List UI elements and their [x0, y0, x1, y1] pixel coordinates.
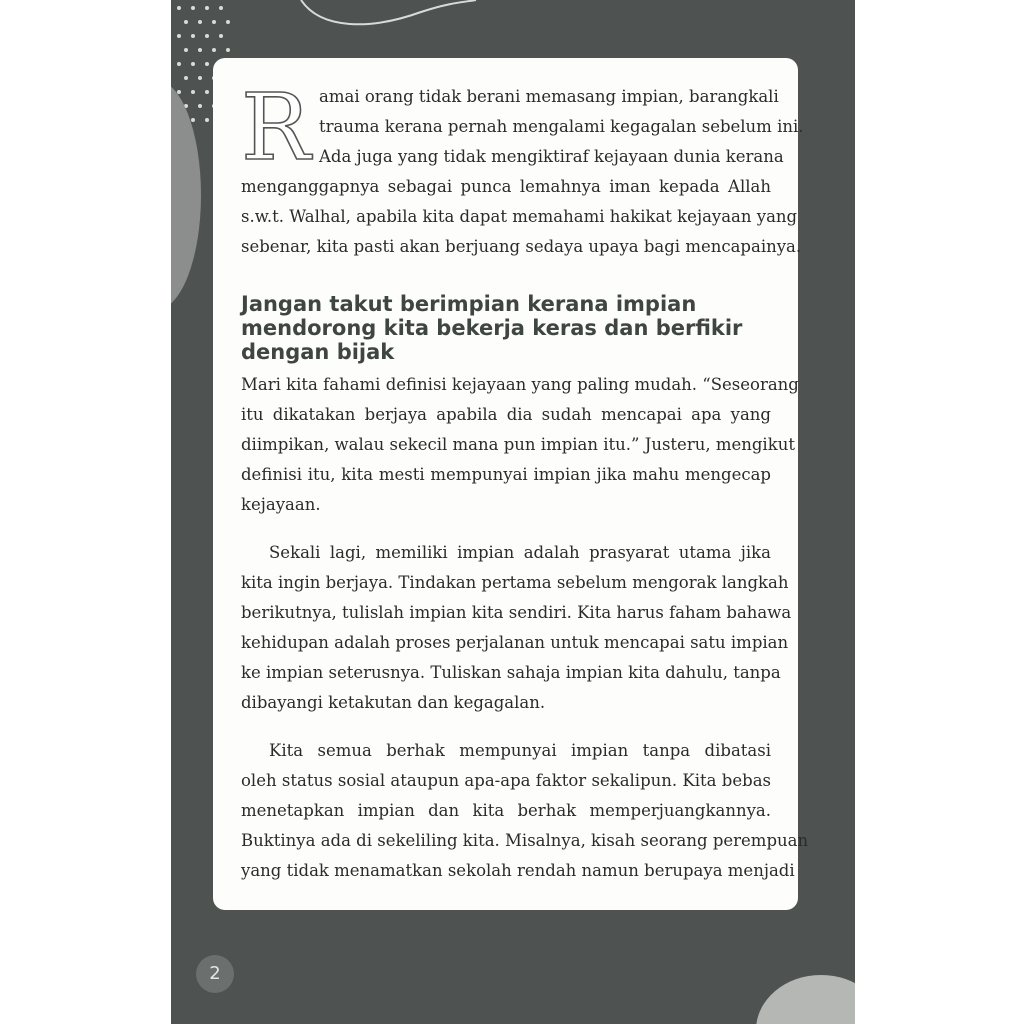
paragraph-line: diimpikan, walau sekecil mana pun impian itu.” Justeru, mengikut: [241, 435, 795, 454]
heading-line: dengan bijak: [241, 340, 395, 364]
pattern-dot: [198, 104, 202, 108]
intro-line: menganggapnya sebagai punca lemahnya iman kepada Allah: [241, 177, 771, 196]
paragraph-line: dibayangi ketakutan dan kegagalan.: [241, 693, 546, 712]
intro-line: amai orang tidak berani memasang impian, barangkali: [319, 87, 779, 106]
pattern-dot: [177, 34, 181, 38]
pattern-dot: [191, 62, 195, 66]
decorative-blob-bottom: [756, 975, 855, 1024]
paragraph-1: [241, 370, 799, 520]
page-number-badge: 2: [196, 955, 234, 993]
pattern-dot: [226, 20, 230, 24]
section-heading: [241, 292, 761, 364]
paragraph-line: ke impian seterusnya. Tuliskan sahaja impian kita dahulu, tanpa: [241, 663, 781, 682]
decorative-curve-line: [281, 0, 481, 40]
pattern-dot: [177, 62, 181, 66]
pattern-dot: [205, 62, 209, 66]
drop-cap-letter: R: [241, 74, 311, 181]
pattern-dot: [219, 34, 223, 38]
paragraph-line: kehidupan adalah proses perjalanan untuk mencapai satu impian: [241, 633, 789, 652]
pattern-dot: [198, 20, 202, 24]
intro-paragraph-continued: [241, 172, 802, 262]
intro-line: Ada juga yang tidak mengiktiraf kejayaan dunia kerana: [319, 147, 784, 166]
paragraph-line: oleh status sosial ataupun apa-apa faktor sekalipun. Kita bebas: [241, 771, 771, 790]
paragraph-line: yang tidak menamatkan sekolah rendah namun berupaya menjadi: [241, 861, 795, 880]
pattern-dot: [219, 6, 223, 10]
pattern-dot: [205, 6, 209, 10]
paragraph-line: Mari kita fahami definisi kejayaan yang paling mudah. “Seseorang: [241, 375, 799, 394]
pattern-dot: [198, 76, 202, 80]
pattern-dot: [191, 90, 195, 94]
pattern-dot: [226, 48, 230, 52]
pattern-dot: [191, 34, 195, 38]
intro-line: s.w.t. Walhal, apabila kita dapat memahami hakikat kejayaan yang: [241, 207, 798, 226]
paragraph-line: Buktinya ada di sekeliling kita. Misalnya, kisah seorang perempuan: [241, 831, 809, 850]
pattern-dot: [205, 90, 209, 94]
heading-line: mendorong kita bekerja keras dan berfikir: [241, 316, 743, 340]
pattern-dot: [212, 20, 216, 24]
paragraph-line: Sekali lagi, memiliki impian adalah prasyarat utama jika: [269, 543, 771, 562]
heading-line: Jangan takut berimpian kerana impian: [241, 292, 697, 316]
intro-line: sebenar, kita pasti akan berjuang sedaya upaya bagi mencapainya.: [241, 237, 802, 256]
pattern-dot: [198, 48, 202, 52]
pattern-dot: [184, 48, 188, 52]
pattern-dot: [184, 20, 188, 24]
pattern-dot: [191, 118, 195, 122]
paragraph-line: Kita semua berhak mempunyai impian tanpa dibatasi: [269, 741, 771, 760]
paragraph-line: kejayaan.: [241, 495, 321, 514]
paragraph-3: [241, 736, 809, 886]
pattern-dot: [184, 76, 188, 80]
paragraph-line: berikutnya, tulislah impian kita sendiri. Kita harus faham bahawa: [241, 603, 792, 622]
paragraph-line: itu dikatakan berjaya apabila dia sudah mencapai apa yang: [241, 405, 771, 424]
intro-paragraph: [319, 82, 804, 172]
pattern-dot: [177, 6, 181, 10]
pattern-dot: [212, 48, 216, 52]
pattern-dot: [191, 6, 195, 10]
pattern-dot: [205, 118, 209, 122]
intro-line: trauma kerana pernah mengalami kegagalan sebelum ini.: [319, 117, 804, 136]
paragraph-2: [241, 538, 792, 718]
pattern-dot: [205, 34, 209, 38]
paragraph-line: definisi itu, kita mesti mempunyai impian jika mahu mengecap: [241, 465, 771, 484]
paragraph-line: kita ingin berjaya. Tindakan pertama sebelum mengorak langkah: [241, 573, 789, 592]
paragraph-line: menetapkan impian dan kita berhak memperjuangkannya.: [241, 801, 771, 820]
